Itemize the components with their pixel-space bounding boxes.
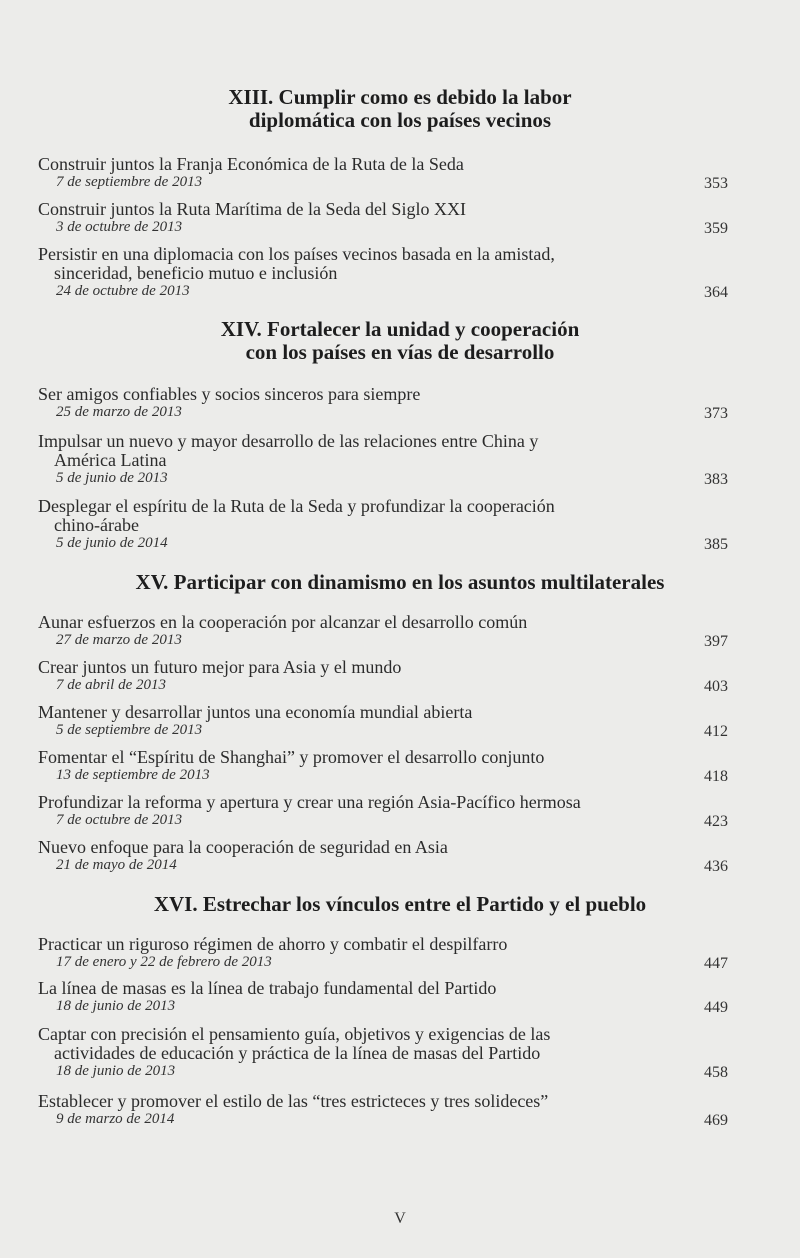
title-line: Practicar un riguroso régimen de ahorro y combatir el despilfarro <box>38 934 508 954</box>
title-line: La línea de masas es la línea de trabajo fundamental del Partido <box>38 978 497 998</box>
entry-title <box>38 200 728 219</box>
entry-date: 24 de octubre de 2013 <box>56 283 190 299</box>
toc-entry[interactable] <box>38 497 728 552</box>
entry-title <box>38 613 728 632</box>
page-number: 403 <box>704 678 728 695</box>
entry-date: 7 de abril de 2013 <box>56 677 166 693</box>
entry-date: 5 de septiembre de 2013 <box>56 722 203 738</box>
entry-title <box>38 432 728 470</box>
toc-entry[interactable] <box>38 432 728 487</box>
page-number: 353 <box>704 175 728 192</box>
heading-line: XVI. Estrechar los vínculos entre el Partido y el pueblo <box>153 892 647 916</box>
entry-date: 13 de septiembre de 2013 <box>56 767 210 783</box>
title-line: Captar con precisión el pensamiento guía, objetivos y exigencias de las <box>38 1024 551 1044</box>
heading-line: diplomática con los países vecinos <box>248 108 552 132</box>
title-line: Persistir en una diplomacia con los países vecinos basada en la amistad, <box>38 244 555 264</box>
toc-entry[interactable] <box>38 748 728 784</box>
entry-date: 9 de marzo de 2014 <box>56 1111 175 1127</box>
page-number: 385 <box>704 536 728 553</box>
page-number: 412 <box>704 723 728 740</box>
toc-entry[interactable] <box>38 385 728 421</box>
heading-line: XIII. Cumplir como es debido la labor <box>228 85 572 109</box>
toc-entry[interactable] <box>38 658 728 694</box>
page-number: 423 <box>704 813 728 830</box>
title-line: Profundizar la reforma y apertura y crear una región Asia-Pacífico hermosa <box>38 792 581 812</box>
page-number: 449 <box>704 999 728 1016</box>
entry-date: 27 de marzo de 2013 <box>56 632 182 648</box>
heading-line: con los países en vías de desarrollo <box>245 340 555 364</box>
entry-title <box>38 935 728 954</box>
toc-entry[interactable] <box>38 793 728 829</box>
toc-entry[interactable] <box>38 1025 728 1080</box>
title-line: Crear juntos un futuro mejor para Asia y el mundo <box>38 657 402 677</box>
entry-title <box>38 385 728 404</box>
title-line: Mantener y desarrollar juntos una economía mundial abierta <box>38 702 473 722</box>
section-heading <box>0 893 800 916</box>
title-line: Construir juntos la Ruta Marítima de la Seda del Siglo XXI <box>38 199 466 219</box>
toc-entry[interactable] <box>38 979 728 1015</box>
title-line: Desplegar el espíritu de la Ruta de la Seda y profundizar la cooperación <box>38 496 555 516</box>
title-line: Impulsar un nuevo y mayor desarrollo de las relaciones entre China y <box>38 431 539 451</box>
toc-entry[interactable] <box>38 1092 728 1128</box>
toc-entry[interactable] <box>38 245 728 300</box>
title-line: sinceridad, beneficio mutuo e inclusión <box>54 263 338 283</box>
title-line: América Latina <box>54 450 167 470</box>
toc-entry[interactable] <box>38 200 728 236</box>
entry-title <box>38 703 728 722</box>
entry-date: 5 de junio de 2013 <box>56 470 168 486</box>
entry-date: 5 de junio de 2014 <box>56 535 168 551</box>
toc-entry[interactable] <box>38 935 728 971</box>
page-number: 397 <box>704 633 728 650</box>
entry-title <box>38 155 728 174</box>
page-number: 418 <box>704 768 728 785</box>
toc-entry[interactable] <box>38 838 728 874</box>
entry-title <box>38 838 728 857</box>
title-line: actividades de educación y práctica de la línea de masas del Partido <box>54 1043 541 1063</box>
page-number: 436 <box>704 858 728 875</box>
title-line: Fomentar el “Espíritu de Shanghai” y promover el desarrollo conjunto <box>38 747 545 767</box>
entry-date: 7 de octubre de 2013 <box>56 812 183 828</box>
entry-date: 3 de octubre de 2013 <box>56 219 183 235</box>
entry-date: 17 de enero y 22 de febrero de 2013 <box>56 954 272 970</box>
page-number: 458 <box>704 1064 728 1081</box>
entry-date: 21 de mayo de 2014 <box>56 857 177 873</box>
entry-title <box>38 658 728 677</box>
entry-date: 7 de septiembre de 2013 <box>56 174 203 190</box>
title-line: chino-árabe <box>54 515 139 535</box>
page-number: 447 <box>704 955 728 972</box>
entry-title <box>38 1025 728 1063</box>
page-number: 383 <box>704 471 728 488</box>
entry-title <box>38 245 728 283</box>
toc-entry[interactable] <box>38 155 728 191</box>
title-line: Construir juntos la Franja Económica de la Ruta de la Seda <box>38 154 464 174</box>
page-number: 469 <box>704 1112 728 1129</box>
entry-title <box>38 497 728 535</box>
heading-line: XV. Participar con dinamismo en los asuntos multilaterales <box>135 570 665 594</box>
section-heading <box>0 318 800 364</box>
entry-date: 18 de junio de 2013 <box>56 1063 176 1079</box>
toc-entry[interactable] <box>38 613 728 649</box>
entry-title <box>38 1092 728 1111</box>
entry-date: 18 de junio de 2013 <box>56 998 176 1014</box>
entry-date: 25 de marzo de 2013 <box>56 404 182 420</box>
entry-title <box>38 748 728 767</box>
heading-line: XIV. Fortalecer la unidad y cooperación <box>220 317 580 341</box>
title-line: Establecer y promover el estilo de las “tres estricteces y tres solideces” <box>38 1091 549 1111</box>
page-number: 359 <box>704 220 728 237</box>
page-number: 364 <box>704 284 728 301</box>
section-heading <box>0 571 800 594</box>
title-line: Ser amigos confiables y socios sinceros para siempre <box>38 384 421 404</box>
section-heading <box>0 86 800 132</box>
toc-entry[interactable] <box>38 703 728 739</box>
page-number: 373 <box>704 405 728 422</box>
entry-title <box>38 979 728 998</box>
entry-title <box>38 793 728 812</box>
title-line: Nuevo enfoque para la cooperación de seguridad en Asia <box>38 837 448 857</box>
title-line: Aunar esfuerzos en la cooperación por alcanzar el desarrollo común <box>38 612 528 632</box>
page-folio: V <box>394 1210 406 1227</box>
